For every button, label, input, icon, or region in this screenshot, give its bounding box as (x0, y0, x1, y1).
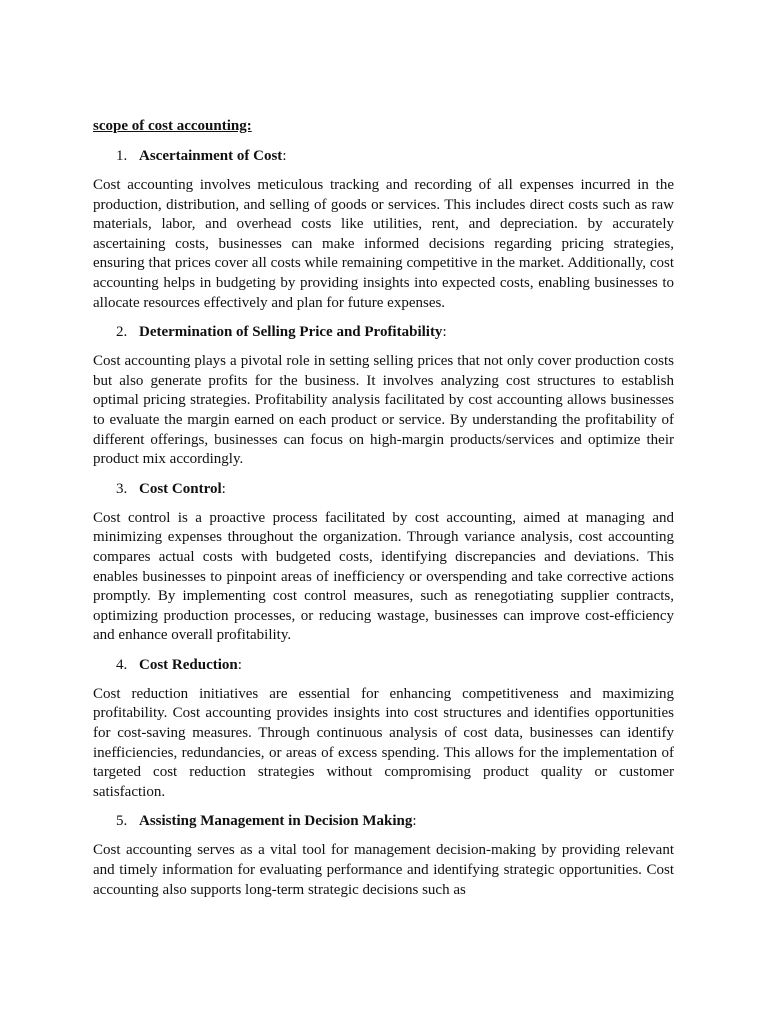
section-body-3: Cost control is a proactive process facilitated by cost accounting, aimed at managing and minimizing expenses throughout the organization. Through variance analysis, cost accounting compares actual costs with budgeted costs, identifying discrepancies and deviations. This enables businesses to pinpoint areas of inefficiency or overspending and take corrective actions promptly. By implementing cost control measures, such as renegotiating supplier contracts, optimizing production processes, or reducing wastage, businesses can improve cost-efficiency and enhance overall profitability. (93, 509, 674, 644)
section-colon: : (412, 813, 417, 830)
section-body-4: Cost reduction initiatives are essential for enhancing competitiveness and maximizing profitability. Cost accounting provides insights into cost structures and identifies opportunities for cost-saving measures. Through continuous analysis of cost data, businesses can identify inefficiencies, redundancies, or areas of excess spending. This allows for the implementation of targeted cost reduction strategies without compromising product quality or customer satisfaction. (93, 685, 674, 800)
section-heading-4 (93, 655, 674, 675)
section-title: Assisting Management in Decision Making (139, 813, 413, 830)
section-title: Determination of Selling Price and Profitability (139, 324, 443, 341)
section-body-1: Cost accounting involves meticulous tracking and recording of all expenses incurred in the production, distribution, and selling of goods or services. This includes direct costs such as raw materials, labor, and overhead costs like utilities, rent, and depreciation. by accurately ascertaining costs, businesses can make informed decisions regarding pricing strategies, ensuring that prices cover all costs while remaining competitive in the market. Additionally, cost accounting helps in budgeting by providing insights into expected costs, enabling businesses to allocate resources effectively and plan for future expenses. (93, 177, 674, 311)
section-colon: : (237, 656, 242, 673)
section-heading-2 (93, 322, 674, 342)
section-colon: : (442, 324, 447, 341)
section-title: Ascertainment of Cost (139, 148, 283, 164)
section-title: Cost Reduction (139, 656, 238, 673)
section-body-5: Cost accounting serves as a vital tool for management decision-making by providing relevant and timely information for evaluating performance and identifying strategic opportunities. Cost accounting also supports long-term strategic decisions such as (93, 842, 674, 898)
section-colon: : (282, 148, 287, 164)
section-number: 3. (116, 480, 128, 497)
section-number: 5. (116, 813, 128, 830)
section-title: Cost Control (139, 480, 222, 497)
document-title: scope of cost accounting: (93, 118, 252, 134)
section-heading-3 (93, 479, 674, 499)
section-number: 2. (116, 324, 128, 341)
section-heading-1 (93, 146, 674, 166)
section-number: 1. (116, 148, 128, 164)
section-number: 4. (116, 656, 128, 673)
section-body-2: Cost accounting plays a pivotal role in setting selling prices that not only cover production costs but also generate profits for the business. It involves analyzing cost structures to establish optimal pricing strategies. Profitability analysis facilitated by cost accounting allows businesses to evaluate the margin earned on each product or service. By understanding the profitability of different offerings, businesses can focus on high-margin products/services and optimize their product mix accordingly. (93, 353, 674, 468)
document-page (93, 112, 674, 909)
section-heading-5 (93, 811, 674, 831)
section-colon: : (221, 480, 226, 497)
